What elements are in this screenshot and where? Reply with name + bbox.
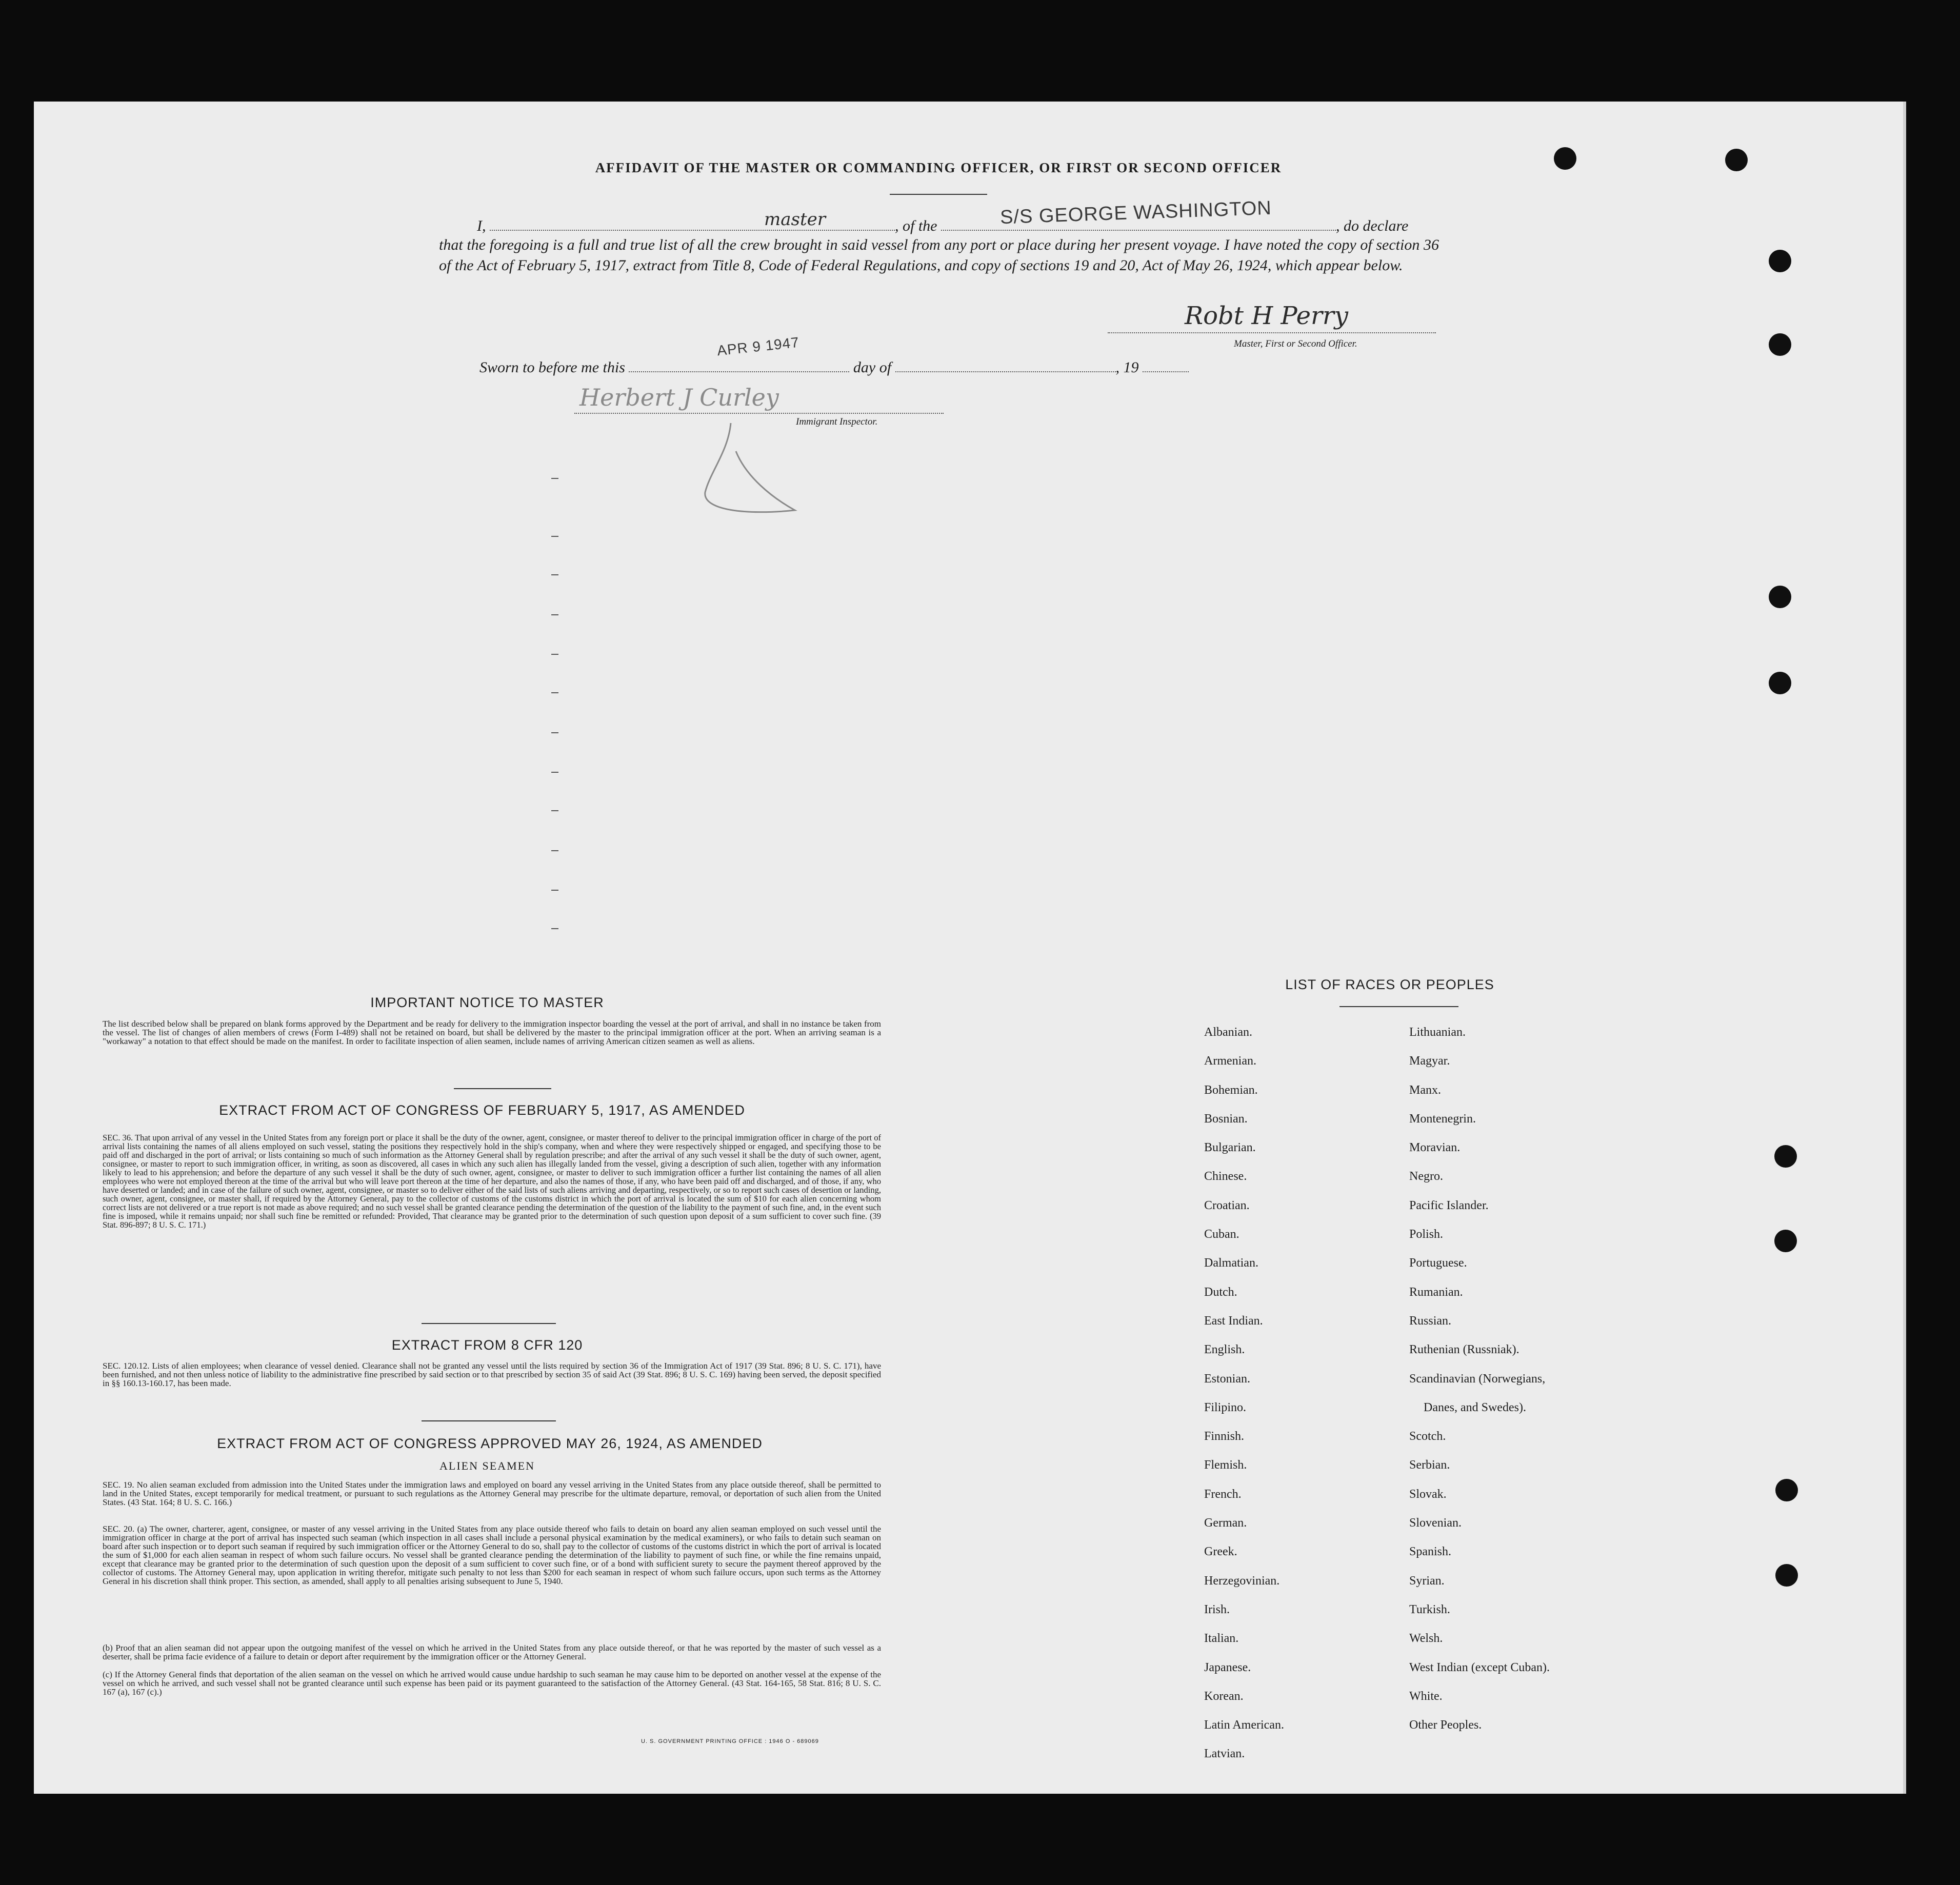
- race-left-item: English.: [1204, 1343, 1245, 1357]
- extract-1924-sec20b: (b) Proof that an alien seaman did not appear upon the outgoing manifest of the vessel on which he arrived in the United States from any place outside thereof, or that he was reported by the master of such vessel as a deserter, shall be prima facie evidence of a failure to detain or deport after requirement by the immigration officer or the Attorney General.: [103, 1643, 881, 1661]
- extract-1924-subtitle: ALIEN SEAMEN: [439, 1459, 535, 1472]
- race-left-item: Cuban.: [1204, 1228, 1239, 1241]
- signature-line: [1108, 332, 1436, 333]
- race-right-item: Serbian.: [1409, 1458, 1450, 1472]
- margin-tick: [551, 810, 558, 811]
- printing-office-footer: U. S. GOVERNMENT PRINTING OFFICE : 1946 O - 689069: [641, 1738, 819, 1744]
- notice-body: The list described below shall be prepared on blank forms approved by the Department and be ready for delivery to the immigration inspector boarding the vessel at the port of arrival, and shall in no instance be taken from the vessel. The list of changes of alien members of crews (Form I-489) shall not be retained on board, but shall be delivered by the master to the principal immigration officer at the port. When an arriving seaman is a "workaway" a notation to that effect should be made on the manifest. In order to facilitate inspection of alien seamen, include names of arriving American citizen seamen as well as aliens.: [103, 1019, 881, 1046]
- race-left-item: East Indian.: [1204, 1314, 1263, 1328]
- race-left-item: German.: [1204, 1516, 1247, 1530]
- notice-title: IMPORTANT NOTICE TO MASTER: [370, 995, 604, 1010]
- extract-1924-sec20c: (c) If the Attorney General finds that deportation of the alien seaman on the vessel on which he arrived would cause undue hardship to such seaman he may cause him to be deported on another vessel at the expense of the vessel on which he arrived, and such vessel shall not be granted clearance until such expense has been paid or its payment guaranteed to the satisfaction of the Attorney General. (43 Stat. 164-165, 58 Stat. 816; 8 U. S. C. 167 (a), 167 (c).): [103, 1670, 881, 1697]
- line1-of-the: , of the: [895, 217, 937, 234]
- race-left-item: French.: [1204, 1487, 1242, 1501]
- race-right-item: Moravian.: [1409, 1141, 1461, 1155]
- race-left-item: Dalmatian.: [1204, 1256, 1258, 1270]
- races-title: LIST OF RACES OR PEOPLES: [1285, 977, 1494, 992]
- race-right-item: Slovenian.: [1409, 1516, 1462, 1530]
- sworn-prefix: Sworn to before me this: [479, 359, 625, 376]
- race-right-item: Manx.: [1409, 1083, 1441, 1097]
- extract-cfr-title: EXTRACT FROM 8 CFR 120: [391, 1337, 583, 1353]
- race-right-item: Turkish.: [1409, 1602, 1450, 1616]
- race-right-item: Polish.: [1409, 1228, 1444, 1241]
- extract-1917-body: SEC. 36. That upon arrival of any vessel in the United States from any foreign port or place it shall be the duty of the owner, agent, consignee, or master thereof to deliver to the principal immigration officer in charge of the port of arrival lists containing the names of all aliens employed on such vessel, stating the positions they respectively hold in the ship's company, when and where they were respectively shipped or engaged, and specifying those to be paid off and discharged in the port of arrival; or lists containing so much of such information as the Attorney General shall by regulation prescribe; and after the arrival of any such vessel it shall be the duty of such owner, agent, consignee, or master to report to such immigration officer, in writing, as soon as discovered, all cases in which any such alien has illegally landed from the vessel, giving a description of such alien, together with any information likely to lead to his apprehension; and before the departure of any such vessel it shall be the duty of such owner, agent, consignee, or master to deliver to such immigration officer a further list containing the names of all alien employees who were not employed thereon at the time of the arrival but who will leave port thereon at the time of her departure, and also the names of those, if any, who have been paid off and discharged, and of those, if any, who have deserted or landed; and in case of the failure of such owner, agent, consignee, or master so to deliver either of the said lists of such aliens arriving and departing, respectively, or so to report such cases of desertion or landing, such owner, agent, consignee, or master shall, if required by the Attorney General, pay to the collector of customs of the customs district in which the port of arrival is located the sum of $10 for each alien concerning whom correct lists are not delivered or a true report is not made as above required; and no such vessel shall be granted clearance pending the determination of the question of the liability to the payment of such fine, and, in the event such fine is imposed, while it remains unpaid; nor shall such fine be remitted or refunded: Provided, That clearance may be granted prior to the determination of such question upon deposit of a sum sufficient to cover such fine. (39 Stat. 896-897; 8 U. S. C. 171.): [103, 1133, 881, 1230]
- inspector-signature: Herbert J Curley: [579, 384, 779, 411]
- race-right-item: Portuguese.: [1409, 1256, 1467, 1270]
- sworn-date-stamp: APR 9 1947: [716, 334, 801, 359]
- race-right-item: White.: [1409, 1689, 1443, 1703]
- race-left-item: Flemish.: [1204, 1458, 1247, 1472]
- punch-hole: [1769, 250, 1791, 272]
- race-left-item: Armenian.: [1204, 1054, 1256, 1068]
- punch-hole: [1774, 1230, 1797, 1252]
- race-left-item: Filipino.: [1204, 1400, 1247, 1414]
- race-right-item: Scotch.: [1409, 1430, 1446, 1443]
- rank-handwritten: master: [764, 209, 826, 230]
- title-rule: [890, 194, 987, 195]
- affidavit-title: AFFIDAVIT OF THE MASTER OR COMMANDING OFFICER, OR FIRST OR SECOND OFFICER: [595, 160, 1282, 175]
- section-rule: [422, 1420, 556, 1421]
- punch-hole: [1725, 149, 1748, 171]
- race-left-item: Japanese.: [1204, 1660, 1251, 1674]
- races-rule: [1339, 1006, 1458, 1007]
- section-rule: [454, 1088, 551, 1089]
- margin-tick: [551, 614, 558, 615]
- extract-1924-title: EXTRACT FROM ACT OF CONGRESS APPROVED MAY 26, 1924, AS AMENDED: [217, 1436, 763, 1451]
- sworn-year: , 19: [1115, 359, 1139, 376]
- extract-1924-sec19: SEC. 19. No alien seaman excluded from admission into the United States under the immigration laws and employed on board any vessel arriving in the United States from any place outside thereof, shall be permitted to land in the United States, except temporarily for medical treatment, or pursuant to such regulations as the Attorney General may prescribe for the ultimate departure, removal, or deportation of such alien from the United States. (43 Stat. 164; 8 U. S. C. 166.): [103, 1480, 881, 1507]
- races-right-column: [1409, 1018, 1550, 1739]
- punch-hole: [1769, 333, 1791, 356]
- line1-prefix: I,: [477, 217, 486, 234]
- inspector-caption: Immigrant Inspector.: [796, 416, 878, 427]
- inspector-line: [574, 413, 944, 414]
- race-left-item: Dutch.: [1204, 1285, 1237, 1299]
- margin-tick: [551, 478, 558, 479]
- sworn-line: [479, 358, 1189, 376]
- margin-tick: [551, 928, 558, 929]
- margin-tick: [551, 536, 558, 537]
- margin-tick: [551, 654, 558, 655]
- margin-tick: [551, 772, 558, 773]
- races-left-column: [1204, 1018, 1284, 1769]
- master-signature: Robt H Perry: [1185, 302, 1348, 330]
- race-left-item: Croatian.: [1204, 1198, 1250, 1212]
- race-right-item: Syrian.: [1409, 1574, 1445, 1588]
- race-left-item: Estonian.: [1204, 1372, 1250, 1386]
- declaration-text: that the foregoing is a full and true list of all the crew brought in said vessel from any port or place during her present voyage. I have noted the copy of section 36 of the Act of February 5, 1917, extract from Title 8, Code of Federal Regulations, and copy of sections 19 and 20, Act of May 26, 1924, which appear below.: [439, 236, 1439, 274]
- sworn-month-field: [895, 358, 1116, 372]
- race-left-item: Albanian.: [1204, 1026, 1252, 1039]
- race-right-item: West Indian (except Cuban).: [1409, 1660, 1550, 1674]
- race-left-item: Irish.: [1204, 1602, 1230, 1616]
- master-caption: Master, First or Second Officer.: [1234, 338, 1357, 349]
- race-left-item: Italian.: [1204, 1632, 1239, 1646]
- race-right-item: Negro.: [1409, 1170, 1443, 1184]
- race-left-item: Korean.: [1204, 1689, 1244, 1703]
- race-right-item: Danes, and Swedes).: [1424, 1400, 1526, 1414]
- race-left-item: Herzegovinian.: [1204, 1574, 1280, 1588]
- margin-tick: [551, 732, 558, 733]
- margin-tick: [551, 850, 558, 851]
- line1-suffix: , do declare: [1336, 217, 1409, 234]
- sworn-day-of: day of: [853, 359, 892, 376]
- race-right-item: Lithuanian.: [1409, 1026, 1466, 1039]
- race-right-item: Other Peoples.: [1409, 1718, 1482, 1732]
- sworn-year-field: [1143, 358, 1189, 372]
- punch-hole: [1775, 1479, 1798, 1501]
- race-right-item: Spanish.: [1409, 1545, 1452, 1559]
- race-left-item: Chinese.: [1204, 1170, 1247, 1184]
- race-right-item: Pacific Islander.: [1409, 1198, 1489, 1212]
- race-right-item: Rumanian.: [1409, 1285, 1463, 1299]
- signature-flourish: [700, 420, 803, 518]
- ship-name-stamp: S/S GEORGE WASHINGTON: [999, 197, 1272, 229]
- race-left-item: Latvian.: [1204, 1747, 1245, 1761]
- declaration-first-line: [477, 214, 1441, 235]
- race-right-item: Russian.: [1409, 1314, 1452, 1328]
- race-right-item: Welsh.: [1409, 1632, 1443, 1646]
- margin-tick: [551, 890, 558, 891]
- race-left-item: Bulgarian.: [1204, 1141, 1256, 1155]
- race-right-item: Magyar.: [1409, 1054, 1450, 1068]
- rank-field: [490, 214, 895, 231]
- sworn-day-field: [629, 358, 849, 372]
- race-right-item: Ruthenian (Russniak).: [1409, 1343, 1519, 1357]
- race-right-item: Montenegrin.: [1409, 1112, 1476, 1126]
- extract-1924-sec20a: SEC. 20. (a) The owner, charterer, agent, consignee, or master of any vessel arriving in the United States from any place outside thereof who fails to detain on board any alien seaman employed on such vessel until the immigration officer in charge at the port of arrival has inspected such seaman (which inspection in all cases shall include a personal physical examination by the medical examiners), or who fails to detain such seaman on board after such inspection or to deport such seaman if required by such immigration officer or the Attorney General to do so, shall pay to the collector of customs of the customs district in which the port of arrival is located the sum of $1,000 for each alien seaman in respect of whom such failure occurs. No vessel shall be granted clearance pending the determination of the liability to payment of such fine, or while the fine remains unpaid, except that clearance may be granted prior to the determination of such question upon the deposit of a sum sufficient to cover such fine, or of a bond with sufficient surety to secure the payment thereof approved by the collector of customs. The Attorney General may, upon application in writing therefor, mitigate such penalty to not less than $200 for each seaman in respect of whom such failure occurs, upon such terms as the Attorney General in his discretion shall think proper. This section, as amended, shall apply to all penalties arising subsequent to June 5, 1940.: [103, 1524, 881, 1586]
- race-left-item: Finnish.: [1204, 1430, 1245, 1443]
- race-right-item: Scandinavian (Norwegians,: [1409, 1372, 1546, 1386]
- race-right-item: Slovak.: [1409, 1487, 1447, 1501]
- margin-tick: [551, 692, 558, 693]
- margin-tick: [551, 574, 558, 575]
- extract-cfr-body: SEC. 120.12. Lists of alien employees; when clearance of vessel denied. Clearance shall not be granted any vessel until the lists required by section 36 of the Immigration Act of 1917 (39 Stat. 896; 8 U. S. C. 171), have been furnished, and not then unless notice of liability to the administrative fine prescribed by said section or to that prescribed by section 35 of said Act (39 Stat. 896; 8 U. S. C. 169) having been served, the deposit specified in §§ 160.13-160.17, has been made.: [103, 1361, 881, 1388]
- punch-hole: [1769, 672, 1791, 694]
- race-left-item: Bohemian.: [1204, 1083, 1258, 1097]
- race-left-item: Bosnian.: [1204, 1112, 1248, 1126]
- extract-1917-title: EXTRACT FROM ACT OF CONGRESS OF FEBRUARY 5, 1917, AS AMENDED: [219, 1102, 745, 1118]
- punch-hole: [1775, 1564, 1798, 1587]
- punch-hole: [1554, 147, 1576, 170]
- section-rule: [422, 1323, 556, 1324]
- punch-hole: [1769, 586, 1791, 608]
- race-left-item: Greek.: [1204, 1545, 1237, 1559]
- race-left-item: Latin American.: [1204, 1718, 1284, 1732]
- punch-hole: [1774, 1145, 1797, 1168]
